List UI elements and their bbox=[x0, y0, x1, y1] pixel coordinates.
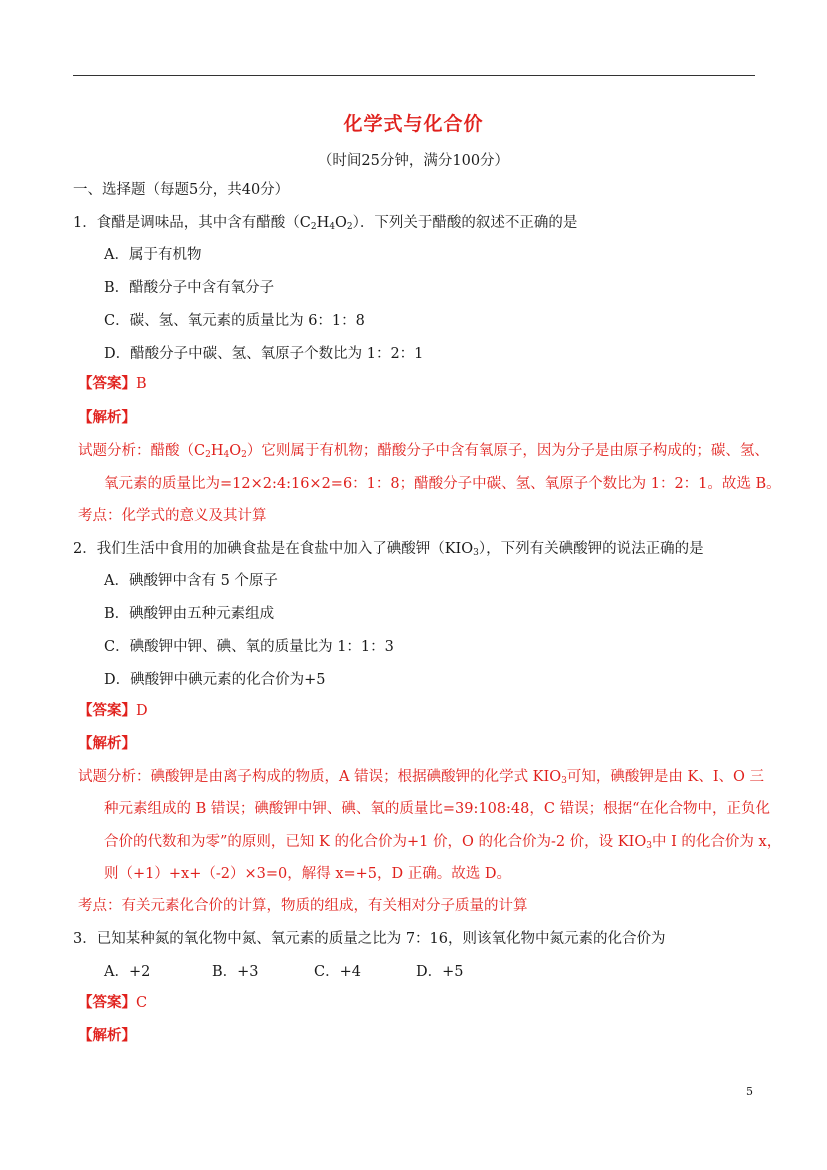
q3-option-a: A．+2 bbox=[104, 964, 151, 980]
q1-point: 考点：化学式的意义及其计算 bbox=[78, 508, 267, 524]
q1-option-d: D．醋酸分子中碳、氢、氧原子个数比为 1：2：1 bbox=[104, 346, 424, 362]
page-subtitle: （时间25分钟，满分100分） bbox=[317, 153, 510, 169]
q2-option-d: D．碘酸钾中碘元素的化合价为+5 bbox=[104, 672, 326, 688]
q3-option-d: D．+5 bbox=[416, 964, 464, 980]
q1-analysis-line-2: 氧元素的质量比为=12×2:4:16×2=6：1：8；醋酸分子中碳、氢、氧原子个数比为 1：2：1。故选 B。 bbox=[104, 476, 781, 492]
q3-option-c: C．+4 bbox=[314, 964, 361, 980]
q2-analysis-label: 【解析】 bbox=[78, 735, 136, 752]
q1-analysis-line-1: 试题分析：醋酸$(C_2H_4O_2)$它则属于有机物；醋酸分子中含有氧原子，因为分子是由原子构成的；碳、氢、 bbox=[78, 443, 769, 460]
question-3-stem: 3．已知某种氮的氧化物中氮、氧元素的质量之比为 7：16，则该氧化物中氮元素的化合价为 bbox=[73, 931, 666, 947]
q1-option-a: A．属于有机物 bbox=[104, 247, 202, 263]
q3-answer: 【答案】C bbox=[78, 994, 148, 1011]
section-heading: 一、选择题（每题5分，共40分） bbox=[73, 182, 290, 198]
q3-analysis-label: 【解析】 bbox=[78, 1027, 136, 1044]
q2-option-a: A．碘酸钾中含有 5 个原子 bbox=[104, 573, 278, 589]
q2-option-c: C．碘酸钾中钾、碘、氧的质量比为 1：1：3 bbox=[104, 639, 394, 655]
page-title: 化学式与化合价 bbox=[343, 113, 484, 135]
q1-option-b: B．醋酸分子中含有氧分子 bbox=[104, 280, 275, 296]
page-number: 5 bbox=[746, 1085, 753, 1098]
q2-option-b: B．碘酸钾由五种元素组成 bbox=[104, 606, 275, 622]
q2-analysis-line-4: 则（+1）+x+（-2）×3=0，解得 x=+5，D 正确。故选 D。 bbox=[104, 866, 512, 882]
q1-analysis-label: 【解析】 bbox=[78, 409, 136, 426]
q2-analysis-line-2: 种元素组成的 B 错误；碘酸钾中钾、碘、氧的质量比=39:108:48，C 错误；根据“在化合物中，正负化 bbox=[104, 801, 770, 817]
q2-analysis-line-1: 试题分析：碘酸钾是由离子构成的物质，A 错误；根据碘酸钾的化学式 $KIO_3$可知，碘酸钾是由 K、I、O 三 bbox=[78, 769, 765, 786]
question-2-stem: 2．我们生活中食用的加碘食盐是在食盐中加入了碘酸钾$(KIO_3)$，下列有关碘酸钾的说法正确的是 bbox=[73, 541, 704, 558]
q1-option-c: C．碳、氢、氧元素的质量比为 6：1：8 bbox=[104, 313, 365, 329]
q2-answer: 【答案】D bbox=[78, 702, 148, 719]
header-rule bbox=[73, 75, 755, 76]
q1-answer: 【答案】B bbox=[78, 375, 147, 392]
q2-point: 考点：有关元素化合价的计算，物质的组成，有关相对分子质量的计算 bbox=[78, 898, 528, 914]
q3-option-b: B．+3 bbox=[212, 964, 259, 980]
question-1-stem: 1．食醋是调味品，其中含有醋酸$(C_2H_4O_2)$．下列关于醋酸的叙述不正确的是 bbox=[73, 215, 578, 232]
q2-analysis-line-3: 合价的代数和为零”的原则，已知 K 的化合价为+1 价，O 的化合价为-2 价，设 $KIO_3$中 I 的化合价为 x， bbox=[104, 834, 782, 851]
